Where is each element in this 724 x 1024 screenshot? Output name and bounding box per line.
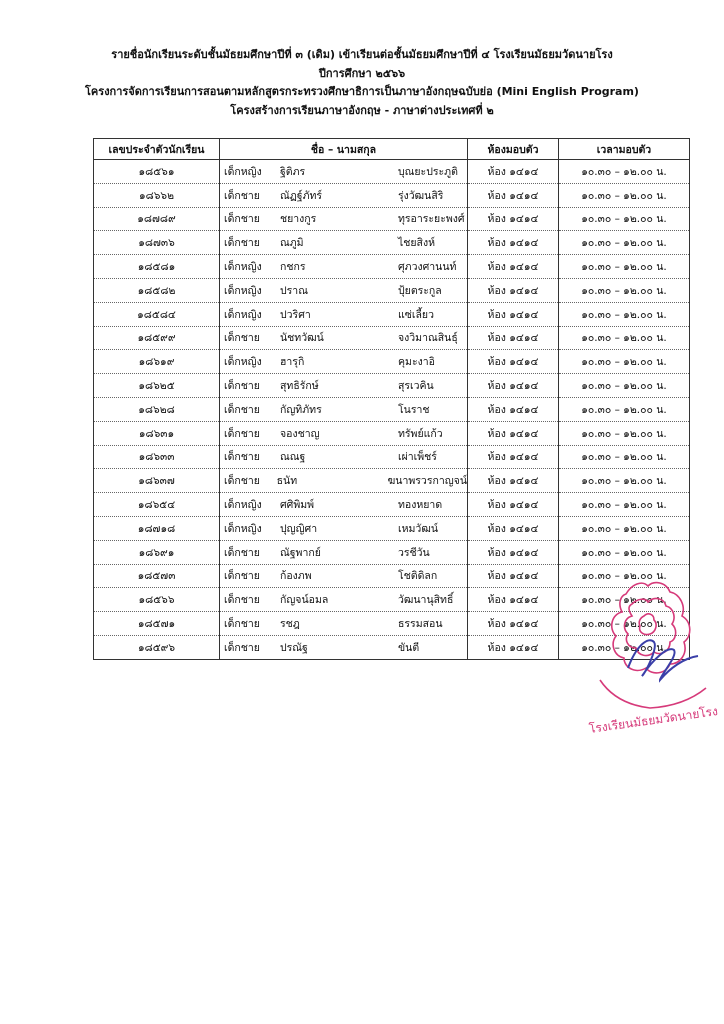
student-name — [220, 184, 467, 206]
student-id-cell: ๑๘๖๕๔ — [94, 493, 220, 517]
student-name-cell — [220, 255, 468, 279]
column-header-id: เลขประจำตัวนักเรียน — [94, 139, 220, 160]
student-name-cell — [220, 231, 468, 255]
table-row — [94, 302, 690, 326]
document-heading — [0, 46, 724, 120]
report-time-cell: ๑๐.๓๐ – ๑๒.๐๐ น. — [559, 231, 690, 255]
report-room-cell: ห้อง ๑๔๑๔ — [468, 160, 559, 184]
student-id-cell: ๑๘๕๙๖ — [94, 635, 220, 659]
report-room-cell: ห้อง ๑๔๑๔ — [468, 445, 559, 469]
last-name: โนราช — [398, 403, 430, 416]
report-time-cell: ๑๐.๓๐ – ๑๒.๐๐ น. — [559, 493, 690, 517]
student-id-cell: ๑๘๖๖๒ — [94, 183, 220, 207]
heading-line-4: โครงสร้างการเรียนภาษาอังกฤษ - ภาษาต่างประเทศที่ ๒ — [230, 103, 494, 117]
last-name: ศุภวงศานนท์ — [398, 261, 457, 274]
seal-emblem — [600, 583, 706, 708]
student-name — [220, 636, 467, 658]
student-name — [220, 613, 467, 635]
report-room-cell: ห้อง ๑๔๑๔ — [468, 302, 559, 326]
first-name: ปรณัฐ — [280, 641, 308, 654]
report-room-cell: ห้อง ๑๔๑๔ — [468, 612, 559, 636]
last-name: บุณยะประภูติ — [398, 165, 458, 178]
table-row — [94, 516, 690, 540]
last-name: รุ่งวัฒนสิริ — [398, 189, 444, 202]
last-name: วรชีวัน — [398, 546, 430, 559]
student-name — [220, 422, 467, 444]
table-header-row — [94, 139, 690, 160]
last-name: ทองหยาด — [398, 499, 443, 512]
student-id-cell: ๑๘๖๑๙ — [94, 350, 220, 374]
student-name-cell — [220, 350, 468, 374]
report-room-cell: ห้อง ๑๔๑๔ — [468, 493, 559, 517]
student-id-cell: ๑๘๖๓๓ — [94, 445, 220, 469]
name-prefix: เด็กหญิง — [224, 261, 262, 274]
student-name — [220, 327, 467, 349]
last-name: คุมะงาอิ — [398, 356, 435, 369]
table-row — [94, 445, 690, 469]
student-name-cell — [220, 374, 468, 398]
name-prefix: เด็กชาย — [224, 570, 260, 583]
report-time-cell: ๑๐.๓๐ – ๑๒.๐๐ น. — [559, 326, 690, 350]
student-name-cell — [220, 564, 468, 588]
report-time-cell: ๑๐.๓๐ – ๑๒.๐๐ น. — [559, 374, 690, 398]
student-name-cell — [220, 207, 468, 231]
student-name-cell — [220, 469, 468, 493]
name-prefix: เด็กชาย — [224, 427, 260, 440]
last-name: ทุรอาระยะพงศ์ — [398, 213, 465, 226]
last-name: ฆนาพรวรกาญจน์ — [387, 475, 467, 488]
report-time-cell: ๑๐.๓๐ – ๑๒.๐๐ น. — [559, 302, 690, 326]
student-id-cell: ๑๘๖๒๘ — [94, 397, 220, 421]
signature-mark — [628, 640, 698, 680]
table-row — [94, 326, 690, 350]
student-name-cell — [220, 588, 468, 612]
report-room-cell: ห้อง ๑๔๑๔ — [468, 231, 559, 255]
table-row — [94, 255, 690, 279]
student-name-cell — [220, 540, 468, 564]
report-room-cell: ห้อง ๑๔๑๔ — [468, 183, 559, 207]
report-room-cell: ห้อง ๑๔๑๔ — [468, 278, 559, 302]
first-name: ปราณ — [280, 284, 308, 297]
name-prefix: เด็กหญิง — [224, 284, 262, 297]
last-name: วัฒนานุสิทธิ์ — [398, 594, 454, 607]
report-time-cell: ๑๐.๓๐ – ๑๒.๐๐ น. — [559, 612, 690, 636]
name-prefix: เด็กชาย — [224, 618, 260, 631]
student-name — [220, 160, 467, 182]
school-name-stamp-text: โรงเรียนมัธยมวัดนายโรง — [588, 704, 719, 736]
table-row — [94, 469, 690, 493]
table-row — [94, 207, 690, 231]
report-time-cell: ๑๐.๓๐ – ๑๒.๐๐ น. — [559, 278, 690, 302]
student-name-cell — [220, 493, 468, 517]
student-id-cell: ๑๘๗๓๖ — [94, 231, 220, 255]
first-name: กชกร — [280, 261, 306, 274]
first-name: ฮารุกิ — [280, 356, 305, 369]
report-time-cell: ๑๐.๓๐ – ๑๒.๐๐ น. — [559, 516, 690, 540]
last-name: เผ่าเพ็ชร์ — [398, 451, 437, 464]
table-row — [94, 160, 690, 184]
student-id-cell: ๑๘๕๖๖ — [94, 588, 220, 612]
report-time-cell: ๑๐.๓๐ – ๑๒.๐๐ น. — [559, 469, 690, 493]
student-name — [220, 565, 467, 587]
first-name: ก้องภพ — [280, 570, 312, 583]
heading-line-1: รายชื่อนักเรียนระดับชั้นมัธยมศึกษาปีที่ ๓ (เดิม) เข้าเรียนต่อชั้นมัธยมศึกษาปีที่ ๔ โรงเรียนมัธยมวัดนายโรง — [111, 48, 613, 61]
table-row — [94, 350, 690, 374]
student-name — [220, 494, 467, 516]
student-name-cell — [220, 302, 468, 326]
table-row — [94, 374, 690, 398]
report-room-cell: ห้อง ๑๔๑๔ — [468, 540, 559, 564]
student-id-cell: ๑๘๖๒๕ — [94, 374, 220, 398]
last-name: ทรัพย์แก้ว — [398, 427, 443, 440]
student-name — [220, 375, 467, 397]
report-room-cell: ห้อง ๑๔๑๔ — [468, 350, 559, 374]
report-time-cell: ๑๐.๓๐ – ๑๒.๐๐ น. — [559, 421, 690, 445]
table-row — [94, 493, 690, 517]
last-name: จงวิมาณสินธุ์ — [398, 332, 458, 345]
name-prefix: เด็กชาย — [224, 380, 260, 393]
name-prefix: เด็กชาย — [224, 213, 260, 226]
student-id-cell: ๑๘๕๘๒ — [94, 278, 220, 302]
student-id-cell: ๑๘๕๘๔ — [94, 302, 220, 326]
student-name-cell — [220, 612, 468, 636]
student-id-cell: ๑๘๕๙๙ — [94, 326, 220, 350]
student-name-cell — [220, 278, 468, 302]
name-prefix: เด็กชาย — [224, 332, 260, 345]
report-room-cell: ห้อง ๑๔๑๔ — [468, 255, 559, 279]
first-name: จองชาญ — [280, 427, 320, 440]
last-name: โชติดิลก — [398, 570, 438, 583]
first-name: ธนัท — [276, 475, 298, 488]
name-prefix: เด็กชาย — [224, 641, 260, 654]
student-name-cell — [220, 326, 468, 350]
report-room-cell: ห้อง ๑๔๑๔ — [468, 469, 559, 493]
last-name: ขันตี — [398, 641, 420, 654]
report-room-cell: ห้อง ๑๔๑๔ — [468, 516, 559, 540]
report-time-cell: ๑๐.๓๐ – ๑๒.๐๐ น. — [559, 588, 690, 612]
student-id-cell: ๑๘๕๖๑ — [94, 160, 220, 184]
student-id-cell: ๑๘๖๓๑ — [94, 421, 220, 445]
last-name: เหมวัฒน์ — [398, 522, 438, 535]
name-prefix: เด็กชาย — [224, 546, 260, 559]
report-room-cell: ห้อง ๑๔๑๔ — [468, 326, 559, 350]
student-name — [220, 351, 467, 373]
first-name: รชฎ — [280, 618, 300, 631]
table-row — [94, 278, 690, 302]
report-time-cell: ๑๐.๓๐ – ๑๒.๐๐ น. — [559, 445, 690, 469]
first-name: ชยางกูร — [280, 213, 317, 226]
table-row — [94, 397, 690, 421]
name-prefix: เด็กหญิง — [224, 308, 262, 321]
last-name: ปุ้ยตระกูล — [398, 284, 442, 297]
report-time-cell: ๑๐.๓๐ – ๑๒.๐๐ น. — [559, 183, 690, 207]
name-prefix: เด็กชาย — [224, 237, 260, 250]
report-time-cell: ๑๐.๓๐ – ๑๒.๐๐ น. — [559, 207, 690, 231]
name-prefix: เด็กหญิง — [224, 522, 262, 535]
report-room-cell: ห้อง ๑๔๑๔ — [468, 397, 559, 421]
student-name — [220, 232, 467, 254]
student-id-cell: ๑๘๗๑๘ — [94, 516, 220, 540]
name-prefix: เด็กชาย — [224, 189, 260, 202]
report-time-cell: ๑๐.๓๐ – ๑๒.๐๐ น. — [559, 635, 690, 659]
table-row — [94, 231, 690, 255]
report-time-cell: ๑๐.๓๐ – ๑๒.๐๐ น. — [559, 397, 690, 421]
student-id-cell: ๑๘๗๘๙ — [94, 207, 220, 231]
heading-line-3: โครงการจัดการเรียนการสอนตามหลักสูตรกระทรวงศึกษาธิการเป็นภาษาอังกฤษฉบับย่อ (Mini English Program) — [85, 85, 639, 98]
first-name: สุทธิรักษ์ — [280, 380, 319, 393]
report-room-cell: ห้อง ๑๔๑๔ — [468, 207, 559, 231]
first-name: ฐิติภร — [280, 165, 306, 178]
student-name — [220, 589, 467, 611]
student-name — [220, 303, 467, 325]
first-name: ณณฐ — [280, 451, 306, 464]
student-id-cell: ๑๘๕๗๑ — [94, 612, 220, 636]
student-name-cell — [220, 516, 468, 540]
column-header-time: เวลามอบตัว — [559, 139, 690, 160]
report-time-cell: ๑๐.๓๐ – ๑๒.๐๐ น. — [559, 564, 690, 588]
table-row — [94, 421, 690, 445]
student-name-cell — [220, 160, 468, 184]
first-name: ศศิพิมพ์ — [280, 499, 315, 512]
student-name — [220, 517, 467, 539]
name-prefix: เด็กหญิง — [224, 356, 262, 369]
report-time-cell: ๑๐.๓๐ – ๑๒.๐๐ น. — [559, 160, 690, 184]
school-seal-stamp — [588, 576, 723, 736]
first-name: กัญจน์อมล — [280, 594, 329, 607]
report-room-cell: ห้อง ๑๔๑๔ — [468, 421, 559, 445]
first-name: ณัฏฐ์ภัทร์ — [280, 189, 323, 202]
student-id-cell: ๑๘๕๗๓ — [94, 564, 220, 588]
column-header-name: ชื่อ – นามสกุล — [220, 139, 468, 160]
table-row — [94, 183, 690, 207]
name-prefix: เด็กชาย — [224, 451, 260, 464]
student-name — [220, 256, 467, 278]
report-time-cell: ๑๐.๓๐ – ๑๒.๐๐ น. — [559, 255, 690, 279]
report-room-cell: ห้อง ๑๔๑๔ — [468, 374, 559, 398]
report-room-cell: ห้อง ๑๔๑๔ — [468, 564, 559, 588]
student-name-cell — [220, 635, 468, 659]
student-name-cell — [220, 397, 468, 421]
last-name: ธรรมสอน — [398, 618, 443, 631]
student-name-cell — [220, 183, 468, 207]
name-prefix: เด็กชาย — [224, 403, 260, 416]
student-id-cell: ๑๘๖๓๗ — [94, 469, 220, 493]
first-name: นัชทวัฒน์ — [280, 332, 324, 345]
first-name: ณภูมิ — [280, 237, 304, 250]
name-prefix: เด็กหญิง — [224, 499, 262, 512]
last-name: สุรเวคิน — [398, 380, 434, 393]
name-prefix: เด็กชาย — [224, 594, 260, 607]
student-name-cell — [220, 421, 468, 445]
first-name: ณัฐพากย์ — [280, 546, 321, 559]
student-name — [220, 470, 467, 492]
heading-line-2: ปีการศึกษา ๒๕๖๖ — [318, 66, 406, 80]
first-name: ปวริศา — [280, 308, 311, 321]
student-name — [220, 279, 467, 301]
student-id-cell: ๑๘๖๙๑ — [94, 540, 220, 564]
first-name: ปุญญิศา — [280, 522, 318, 535]
report-time-cell: ๑๐.๓๐ – ๑๒.๐๐ น. — [559, 540, 690, 564]
table-row — [94, 540, 690, 564]
name-prefix: เด็กหญิง — [224, 165, 262, 178]
last-name: ไชยสิงห์ — [398, 237, 436, 250]
report-time-cell: ๑๐.๓๐ – ๑๒.๐๐ น. — [559, 350, 690, 374]
first-name: กัญทิภัทร — [280, 403, 322, 416]
student-id-cell: ๑๘๕๘๑ — [94, 255, 220, 279]
student-name — [220, 446, 467, 468]
report-room-cell: ห้อง ๑๔๑๔ — [468, 635, 559, 659]
column-header-room: ห้องมอบตัว — [468, 139, 559, 160]
student-name — [220, 541, 467, 563]
last-name: แซ่เลี้ยว — [398, 308, 434, 321]
student-name-cell — [220, 445, 468, 469]
student-name — [220, 398, 467, 420]
name-prefix: เด็กชาย — [224, 475, 260, 488]
student-name — [220, 208, 467, 230]
report-room-cell: ห้อง ๑๔๑๔ — [468, 588, 559, 612]
